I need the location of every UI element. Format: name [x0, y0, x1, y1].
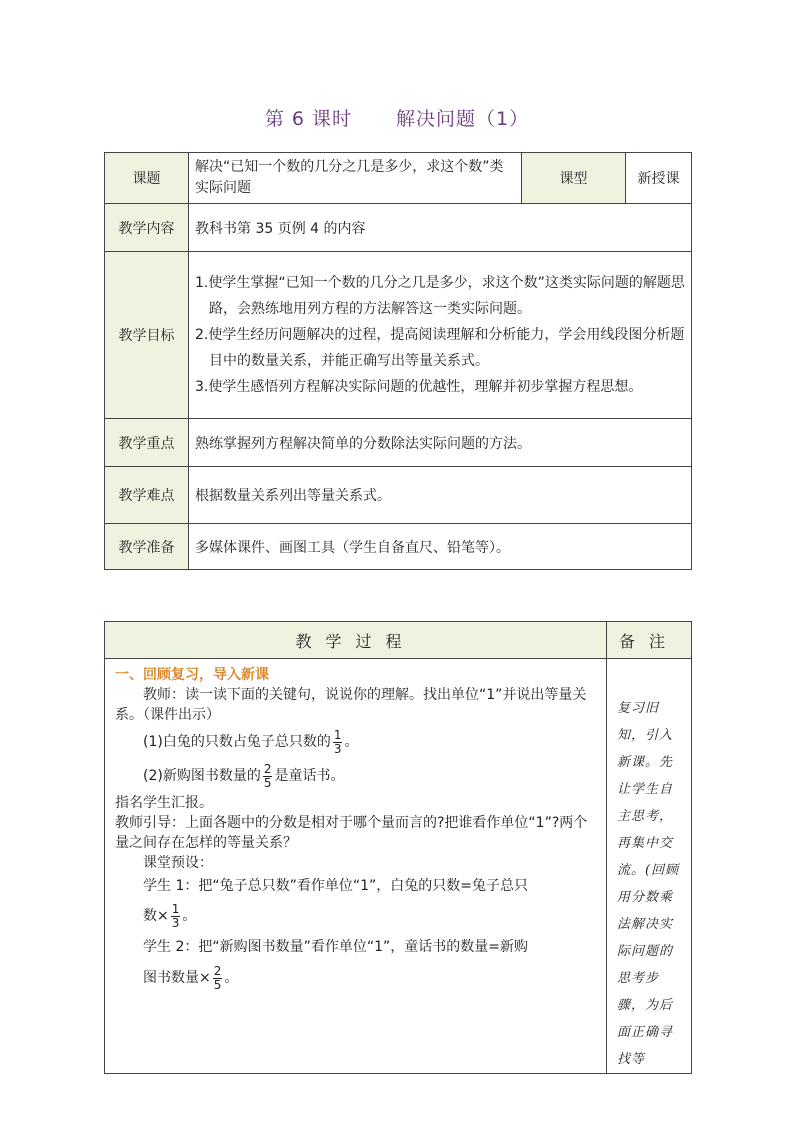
page-title — [0, 104, 794, 131]
paragraph: 课堂预设： — [143, 855, 213, 871]
fraction: $\frac{2}{5}$ — [213, 963, 222, 992]
fraction: $\frac{1}{3}$ — [171, 901, 180, 930]
teaching-process-table — [104, 621, 692, 1074]
goal-item: 2.使学生经历问题解决的过程，提高阅读理解和分析能力，学会用线段图分析题目中的数量关系，并能正确写出等量关系式。 — [195, 327, 685, 369]
goals-row — [105, 252, 692, 419]
process-content — [105, 659, 607, 1074]
lesson-info-table — [104, 152, 692, 570]
lesson-number: 第 6 课时 — [264, 108, 353, 130]
goals-list — [189, 252, 692, 419]
prep-label: 教学准备 — [105, 524, 189, 570]
goal-item: 3.使学生感悟列方程解决实际问题的优越性，理解并初步掌握方程思想。 — [195, 379, 643, 395]
subject-value: 解决“已知一个数的几分之几是多少，求这个数”类实际问题 — [189, 153, 522, 204]
content-row — [105, 204, 692, 252]
question-2: (2)新购图书数量的 $\frac{2}{5}$ 是童话书。 — [143, 761, 345, 790]
subject-label: 课题 — [105, 153, 189, 204]
goals-label: 教学目标 — [105, 252, 189, 419]
lesson-topic: 解决问题（1） — [396, 108, 530, 130]
student-answer-2a: 学生 2：把“新购图书数量”看作单位“1”，童话书的数量=新购 — [143, 939, 529, 955]
type-value: 新授课 — [626, 153, 692, 204]
content-value: 教科书第 35 页例 4 的内容 — [189, 204, 692, 252]
student-answer-2b: 图书数量× $\frac{2}{5}$ 。 — [143, 963, 239, 992]
difficulty-row — [105, 467, 692, 524]
fraction: $\frac{2}{5}$ — [263, 761, 272, 790]
fraction: $\frac{1}{3}$ — [333, 727, 342, 756]
difficulty-value: 根据数量关系列出等量关系式。 — [189, 467, 692, 524]
student-answer-1a: 学生 1：把“兔子总只数”看作单位“1”，白兔的只数=兔子总只 — [143, 878, 529, 894]
key-value: 熟练掌握列方程解决简单的分数除法实际问题的方法。 — [189, 419, 692, 467]
subject-row — [105, 153, 692, 204]
goal-item: 1.使学生掌握“已知一个数的几分之几是多少，求这个数”这类实际问题的解题思路，会熟练地用列方程的方法解答这一类实际问题。 — [195, 275, 685, 317]
process-header-row — [105, 622, 692, 659]
notes-header: 备注 — [607, 622, 692, 659]
type-label: 课型 — [522, 153, 626, 204]
key-label: 教学重点 — [105, 419, 189, 467]
paragraph: 教师引导：上面各题中的分数是相对于哪个量而言的?把谁看作单位“1”?两个量之间存在怎样的等量关系？ — [115, 815, 588, 851]
notes-column: 复习旧知，引入新课。先让学生自主思考，再集中交流。(回顾用分数乘法解决实际问题的思考步骤，为后面正确寻找等 — [607, 659, 692, 1074]
content-label: 教学内容 — [105, 204, 189, 252]
question-1: (1)白兔的只数占兔子总只数的 $\frac{1}{3}$ 。 — [143, 727, 359, 756]
prep-row — [105, 524, 692, 570]
key-row — [105, 419, 692, 467]
section-heading: 一、回顾复习，导入新课 — [115, 667, 269, 683]
prep-value: 多媒体课件、画图工具（学生自备直尺、铅笔等）。 — [189, 524, 692, 570]
student-answer-1b: 数× $\frac{1}{3}$ 。 — [143, 901, 197, 930]
paragraph: 指名学生汇报。 — [115, 795, 213, 811]
process-body-row — [105, 659, 692, 1074]
process-header: 教学过程 — [105, 622, 607, 659]
paragraph: 教师：读一读下面的关键句，说说你的理解。找出单位“1”并说出等量关系。（课件出示） — [115, 687, 587, 723]
difficulty-label: 教学难点 — [105, 467, 189, 524]
